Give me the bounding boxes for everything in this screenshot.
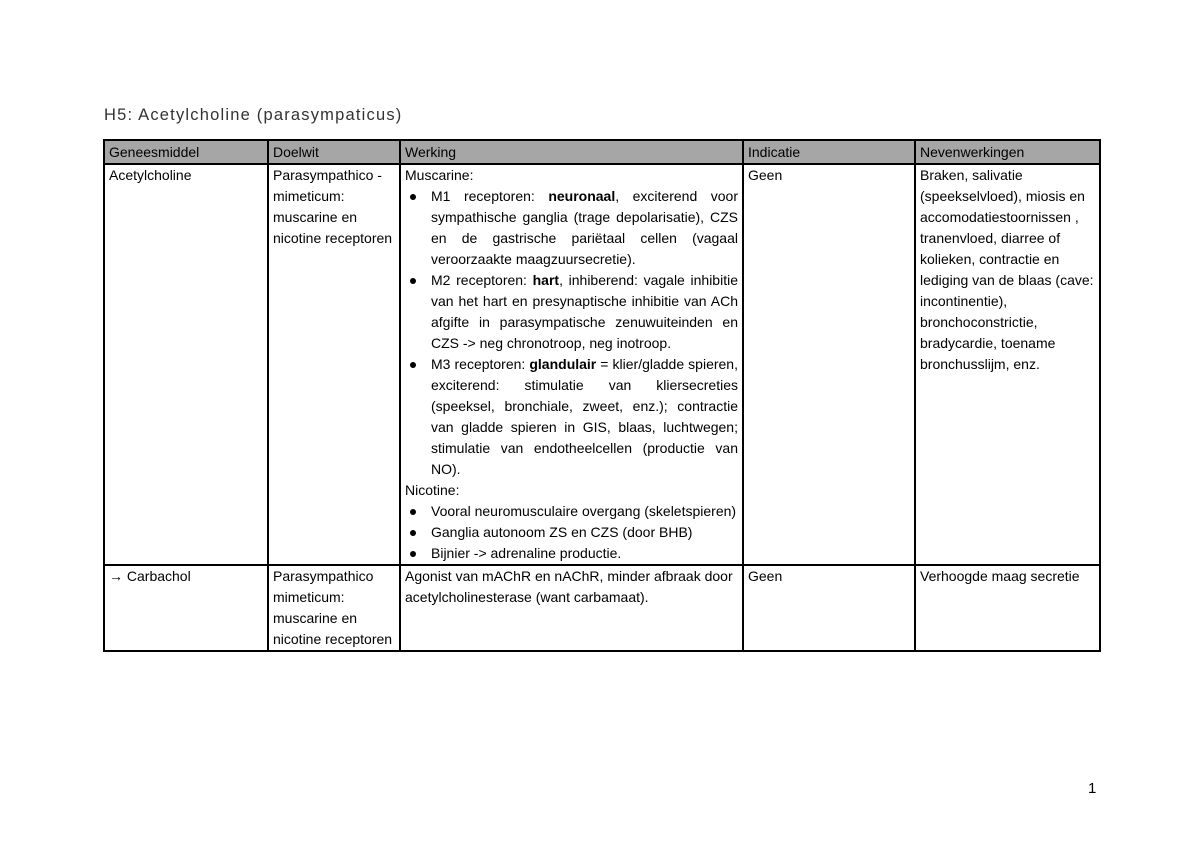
- page-number: 1: [1088, 780, 1097, 797]
- muscarine-heading: Muscarine:: [405, 167, 474, 183]
- header-indicatie: Indicatie: [743, 140, 915, 164]
- header-werking: Werking: [400, 140, 743, 164]
- effect-cell: [400, 164, 743, 565]
- nicotine-heading: Nicotine:: [405, 482, 460, 498]
- list-item: Ganglia autonoom ZS en CZS (door BHB): [405, 522, 738, 543]
- header-nevenwerkingen: Nevenwerkingen: [915, 140, 1100, 164]
- header-doelwit: Doelwit: [268, 140, 400, 164]
- drug-cell: → Carbachol: [104, 565, 268, 651]
- list-item: M3 receptoren: glandulair = klier/gladde spieren, exciterend: stimulatie van kliersecreties (speeksel, bronchiale, zweet, enz.); contractie van gladde spieren in GIS, blaas, luchtwegen; stimulatie van endotheelcellen (productie van NO).: [405, 354, 738, 480]
- page-title: H5: Acetylcholine (parasympaticus): [104, 106, 403, 124]
- drug-table: [103, 139, 1101, 652]
- indication-cell: Geen: [743, 164, 915, 565]
- target-cell: Parasympathico -mimeticum: muscarine en nicotine receptoren: [268, 164, 400, 565]
- side-effects-cell: Verhoogde maag secretie: [915, 565, 1100, 651]
- table-row: [104, 565, 1100, 651]
- effect-cell: Agonist van mAChR en nAChR, minder afbraak door acetylcholinesterase (want carbamaat).: [400, 565, 743, 651]
- table-header-row: [104, 140, 1100, 164]
- indication-cell: Geen: [743, 565, 915, 651]
- drug-cell: Acetylcholine: [104, 164, 268, 565]
- list-item: M1 receptoren: neuronaal, exciterend voor sympathische ganglia (trage depolarisatie), CZS en de gastrische pariëtaal cellen (vagaal veroorzaakte maagzuursecretie).: [405, 186, 738, 270]
- header-geneesmiddel: Geneesmiddel: [104, 140, 268, 164]
- list-item: M2 receptoren: hart, inhiberend: vagale inhibitie van het hart en presynaptische inhibitie van ACh afgifte in parasympatische zenuwuiteinden en CZS -> neg chronotroop, neg inotroop.: [405, 270, 738, 354]
- nicotine-list: [405, 501, 738, 564]
- table-row: [104, 164, 1100, 565]
- list-item: Bijnier -> adrenaline productie.: [405, 543, 738, 564]
- muscarine-list: [405, 186, 738, 480]
- list-item: Vooral neuromusculaire overgang (skeletspieren): [405, 501, 738, 522]
- side-effects-cell: Braken, salivatie (speekselvloed), miosis en accomodatiestoornissen , tranenvloed, diarree of kolieken, contractie en lediging van de blaas (cave: incontinentie), bronchoconstrictie, bradycardie, toename bronchusslijm, enz.: [915, 164, 1100, 565]
- target-cell: Parasympathico mimeticum: muscarine en nicotine receptoren: [268, 565, 400, 651]
